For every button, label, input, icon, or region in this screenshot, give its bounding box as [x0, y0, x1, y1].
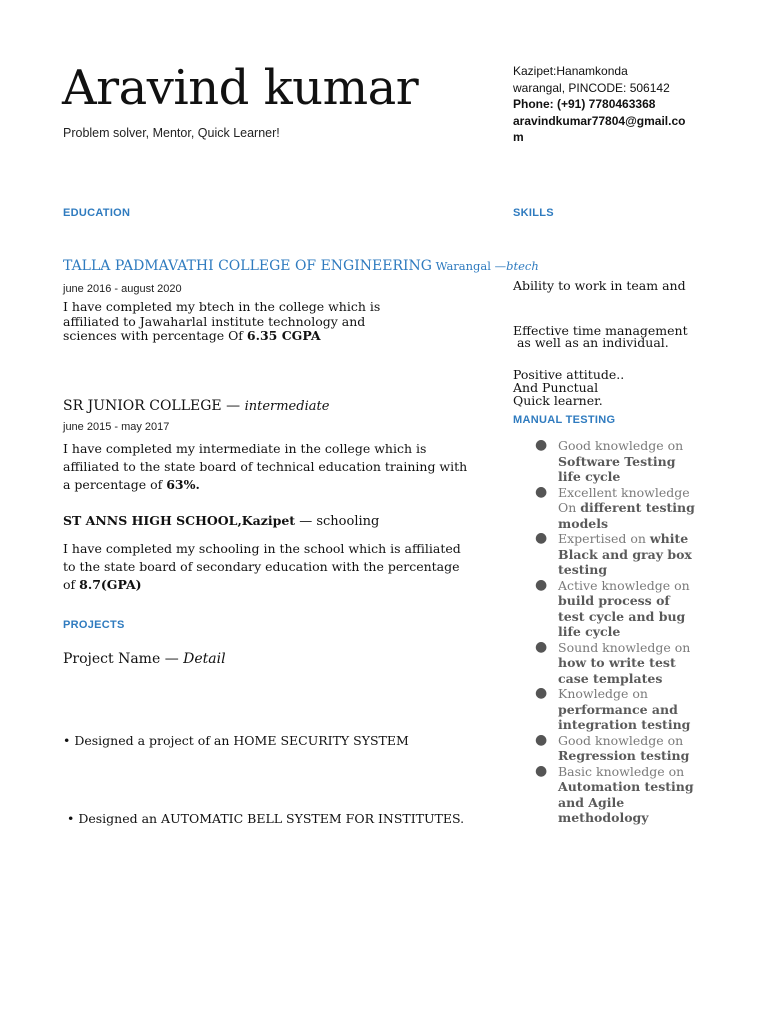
item-bold-text: build process of test cycle and bug life cycle: [558, 593, 686, 639]
manual-testing-heading: MANUAL TESTING: [513, 414, 616, 426]
bullet-icon: ●: [535, 685, 548, 701]
item-bold-text: performance and integration testing: [558, 701, 691, 732]
education-entry-2-description: [63, 440, 475, 494]
list-item: [535, 764, 695, 826]
description-text: I have completed my intermediate in the college which is affiliated to the state board of technical education training with a percentage of: [63, 441, 468, 492]
bullet-icon: ●: [535, 530, 548, 546]
skills-heading: SKILLS: [513, 207, 554, 219]
projects-heading: PROJECTS: [63, 619, 125, 631]
item-text: Sound knowledge on: [558, 639, 691, 655]
education-entry-1-dates: june 2016 - august 2020: [63, 283, 182, 295]
list-item: [535, 640, 695, 687]
list-item: [535, 733, 695, 764]
bullet-icon: ●: [535, 576, 548, 593]
school-name: TALLA PADMAVATHI COLLEGE OF ENGINEERING: [63, 258, 432, 274]
school-name: SR JUNIOR COLLEGE: [63, 398, 222, 414]
skill-line: as well as an individual.: [513, 335, 669, 350]
separator: —: [221, 398, 245, 414]
list-item: [535, 531, 695, 578]
skill-line: Positive attitude..: [513, 367, 625, 382]
manual-testing-list: [535, 438, 695, 826]
item-text: Basic knowledge on: [558, 763, 685, 779]
project-item: • Designed an AUTOMATIC BELL SYSTEM FOR INSTITUTES.: [63, 811, 465, 826]
item-text: Good knowledge on: [558, 732, 684, 748]
skill-line: Quick learner.: [513, 393, 603, 408]
education-entry-1-description: [63, 300, 413, 344]
separator: —: [295, 514, 317, 529]
item-bold-text: white Black and gray box testing: [558, 531, 692, 577]
description-text: I have completed my btech in the college which is affiliated to Jawaharlal institute technology and sciences with percentage Of: [63, 299, 381, 343]
score: 8.7(GPA): [79, 577, 142, 592]
separator: —: [160, 651, 184, 667]
project-detail: Detail: [183, 651, 226, 667]
school-location: Warangal —: [431, 259, 507, 273]
address-line-1: Kazipet:Hanamkonda: [513, 64, 628, 78]
bullet-icon: ●: [535, 762, 548, 779]
item-text: Expertised on: [558, 531, 650, 546]
education-entry-3-title: [63, 513, 379, 529]
skill-line: Effective time management: [513, 323, 688, 338]
item-text: Good knowledge on: [558, 438, 684, 453]
school-name: ST ANNS HIGH SCHOOL,Kazipet: [63, 513, 296, 528]
education-entry-1-title: [63, 258, 539, 274]
bullet-icon: ●: [535, 638, 548, 655]
address-line-2: warangal, PINCODE: 506142: [513, 80, 670, 95]
bullet-icon: ●: [535, 437, 548, 453]
project-item: • Designed a project of an HOME SECURITY SYSTEM: [63, 733, 409, 748]
degree: schooling: [316, 514, 380, 529]
project-title: [63, 651, 226, 667]
list-item: [535, 578, 695, 640]
item-text: Active knowledge on: [558, 577, 690, 593]
item-bold-text: different testing models: [558, 500, 695, 531]
phone: Phone: (+91) 7780463368: [513, 97, 656, 111]
item-text: Excellent knowledge On: [558, 484, 690, 515]
item-bold-text: Regression testing: [558, 748, 690, 763]
tagline: Problem solver, Mentor, Quick Learner!: [63, 126, 280, 140]
resume-name: Aravind kumar: [62, 60, 419, 116]
email: aravindkumar77804@gmail.com: [513, 113, 686, 144]
bullet-icon: ●: [535, 731, 548, 748]
project-name: Project Name: [63, 651, 161, 667]
score: 6.35 CGPA: [246, 328, 321, 343]
bullet-icon: ●: [535, 483, 548, 500]
education-entry-2-title: [63, 398, 329, 414]
list-item: [535, 485, 695, 532]
project-items: [63, 676, 464, 858]
list-item: [535, 438, 695, 485]
description-text: I have completed my schooling in the school which is affiliated to the state board of secondary education with the percentage of: [63, 541, 461, 592]
degree: btech: [506, 259, 539, 273]
item-bold-text: Automation testing and Agile methodology: [558, 779, 694, 825]
item-bold-text: how to write test case templates: [558, 655, 676, 686]
degree: intermediate: [244, 399, 330, 414]
skill-item: [513, 353, 603, 448]
skill-line: And Punctual: [513, 380, 599, 395]
skills-list: [513, 238, 713, 408]
education-heading: EDUCATION: [63, 207, 131, 219]
item-bold-text: Software Testing life cycle: [558, 453, 676, 484]
contact-block: [513, 63, 688, 146]
list-item: [535, 686, 695, 733]
score: 63%.: [166, 477, 200, 492]
education-entry-3-description: [63, 540, 463, 594]
item-text: Knowledge on: [558, 686, 648, 701]
education-entry-2-dates: june 2015 - may 2017: [63, 421, 170, 433]
skill-line: Ability to work in team and: [513, 278, 686, 293]
